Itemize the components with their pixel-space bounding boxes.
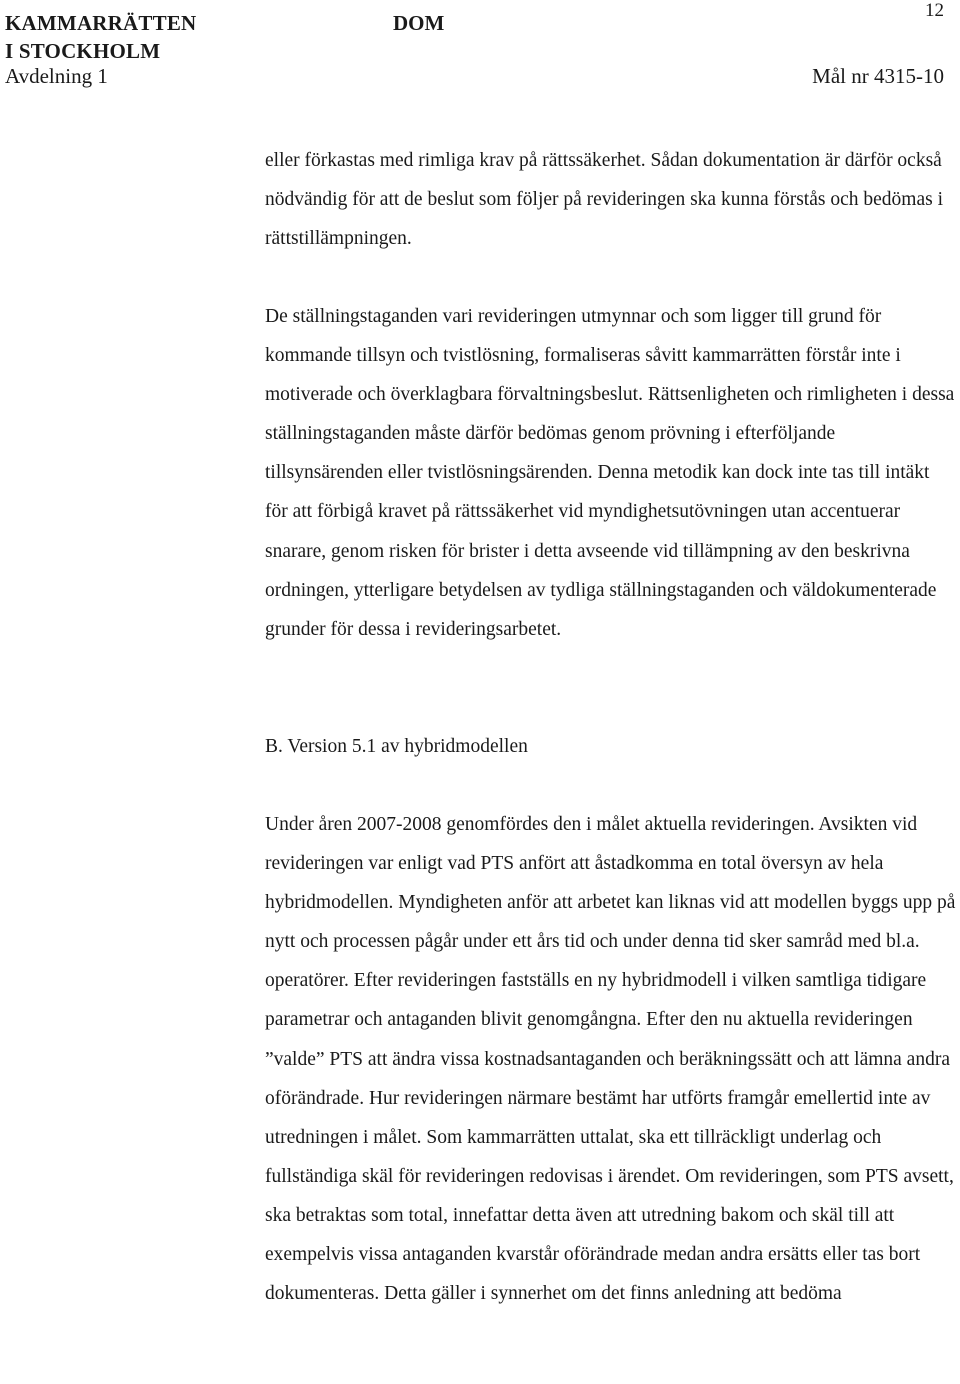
document-type: DOM xyxy=(393,11,445,35)
court-name-line2: I STOCKHOLM xyxy=(5,39,161,63)
page-number: 12 xyxy=(925,0,944,21)
court-name-line1: KAMMARRÄTTEN xyxy=(5,11,197,35)
paragraph-2: De ställningstaganden vari revideringen utmynnar och som ligger till grund för kommande tillsyn och tvistlösning, formaliseras såvitt kammarrätten förstår inte i motiverade och överklagbara förvaltningsbeslut. Rättsenligheten och rimligheten i dessa ställningstaganden måste därför bedömas genom prövning i efterföljande tillsynsärenden eller tvistlösningsärenden. Denna metodik kan dock inte tas till intäkt för att förbigå kravet på rättssäkerhet vid myndighetsutövningen utan accentuerar snarare, genom risken för brister i detta avseende vid tillämpning av den beskrivna ordningen, ytterligare betydelsen av tydliga ställningstaganden och väldokumenterade grunder för dessa i revideringsarbetet. xyxy=(265,306,955,640)
section-heading: B. Version 5.1 av hybridmodellen xyxy=(265,736,528,757)
document-header xyxy=(0,0,960,100)
case-number: Mål nr 4315-10 xyxy=(812,64,944,88)
paragraph-1: eller förkastas med rimliga krav på rättssäkerhet. Sådan dokumentation är därför också nödvändig för att de beslut som följer på revideringen ska kunna förstås och bedömas i rättstillämpningen. xyxy=(265,150,943,250)
paragraph-3: Under åren 2007-2008 genomfördes den i målet aktuella revideringen. Avsikten vid revideringen var enligt vad PTS anfört att åstadkomma en total översyn av hela hybridmodellen. Myndigheten anför att arbetet kan liknas vid att modellen byggs upp på nytt och processen pågår under ett års tid och under denna tid sker samråd med bl.a. operatörer. Efter revideringen fastställs en ny hybridmodell i vilken samtliga tidigare parametrar och antaganden blivit genomgångna. Efter den nu aktuella revideringen ”valde” PTS att ändra vissa kostnadsantaganden och beräkningssätt och att lämna andra oförändrade. Hur revideringen närmare bestämt har utförts framgår emellertid inte av utredningen i målet. Som kammarrätten uttalat, ska ett tillräckligt underlag och fullständiga skäl för revideringen redovisas i ärendet. Om revideringen, som PTS avsett, ska betraktas som total, innefattar detta även att utredning bakom och skäl till att exempelvis vissa antaganden kvarstår oförändrade medan andra ersätts eller tas bort dokumenteras. Detta gäller i synnerhet om det finns anledning att bedöma xyxy=(265,814,956,1305)
division-label: Avdelning 1 xyxy=(5,64,108,88)
